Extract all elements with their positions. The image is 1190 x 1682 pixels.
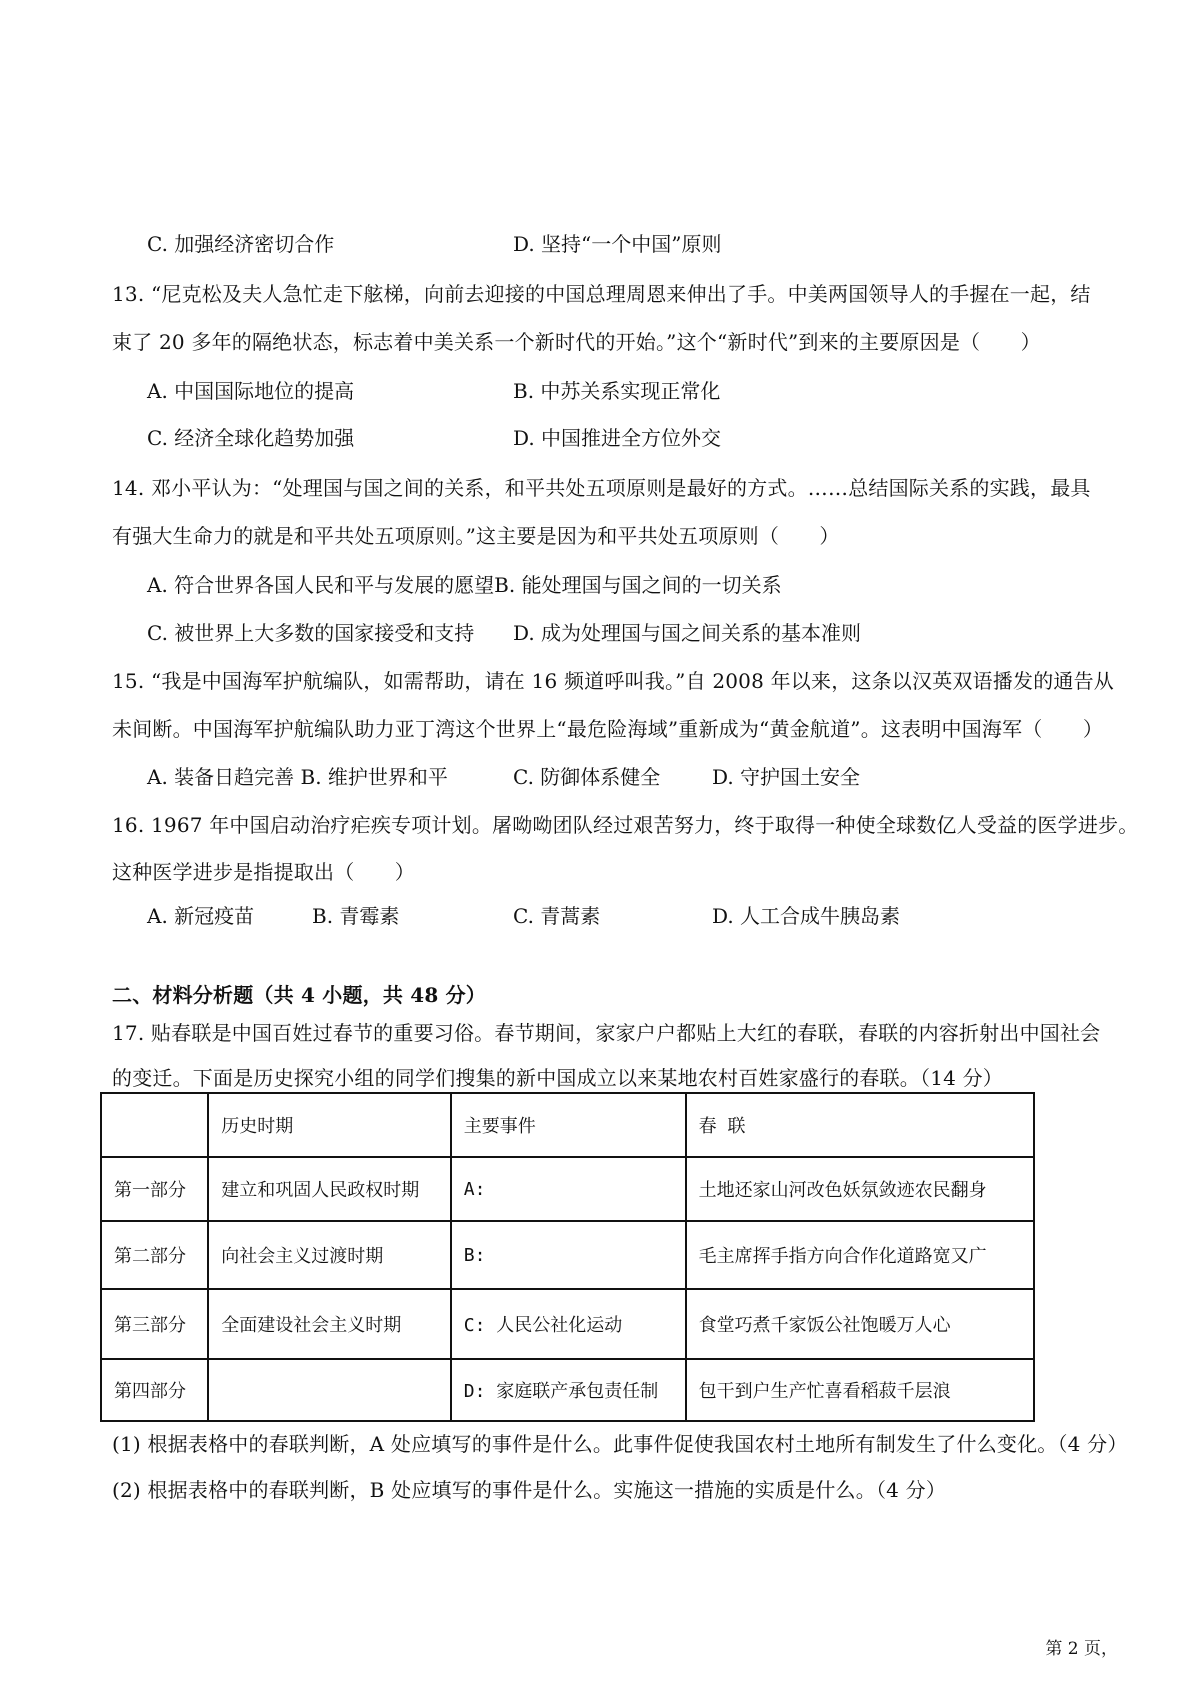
- table-header-cell: 主要事件: [451, 1093, 686, 1157]
- table-cell: B:: [451, 1221, 686, 1289]
- q14-option-ab: A. 符合世界各国人民和平与发展的愿望B. 能处理国与国之间的一切关系: [147, 573, 782, 597]
- table-cell: C: 人民公社化运动: [451, 1289, 686, 1359]
- q16-stem-line1: 16. 1967 年中国启动治疗疟疾专项计划。屠呦呦团队经过艰苦努力，终于取得一种使全球数亿人受益的医学进步。: [112, 813, 1139, 837]
- q17-subquestion-1: (1) 根据表格中的春联判断，A 处应填写的事件是什么。此事件促使我国农村土地所有制发生了什么变化。（4 分）: [112, 1432, 1128, 1456]
- q12-option-c: C. 加强经济密切合作: [147, 232, 335, 256]
- q13-stem-line1: 13. “尼克松及夫人急忙走下舷梯，向前去迎接的中国总理周恩来伸出了手。中美两国领导人的手握在一起，结: [112, 282, 1091, 306]
- q14-option-d: D. 成为处理国与国之间关系的基本准则: [513, 621, 862, 645]
- spring-couplet-table: [100, 1092, 1035, 1422]
- table-cell: 土地还家山河改色妖氛敛迹农民翻身: [686, 1157, 1034, 1221]
- q16-option-c: C. 青蒿素: [513, 904, 601, 928]
- q15-stem-line1: 15. “我是中国海军护航编队，如需帮助，请在 16 频道呼叫我。”自 2008 年以来，这条以汉英双语播发的通告从: [112, 669, 1114, 693]
- q16-option-d: D. 人工合成牛胰岛素: [712, 904, 901, 928]
- table-row: [101, 1289, 1034, 1359]
- table-header-row: [101, 1093, 1034, 1157]
- table-header-cell: 历史时期: [208, 1093, 451, 1157]
- q16-option-a: A. 新冠疫苗: [147, 904, 255, 928]
- table-cell: [208, 1359, 451, 1421]
- q14-option-c: C. 被世界上大多数的国家接受和支持: [147, 621, 475, 645]
- q12-option-d: D. 坚持“一个中国”原则: [513, 232, 722, 256]
- table-cell: 建立和巩固人民政权时期: [208, 1157, 451, 1221]
- table-cell: D: 家庭联产承包责任制: [451, 1359, 686, 1421]
- table-row: [101, 1157, 1034, 1221]
- q15-option-ab: A. 装备日趋完善 B. 维护世界和平: [147, 765, 448, 789]
- table-cell: 包干到户生产忙喜看稻菽千层浪: [686, 1359, 1034, 1421]
- q13-option-a: A. 中国国际地位的提高: [147, 379, 355, 403]
- section-2-title: 二、材料分析题（共 4 小题，共 48 分）: [112, 983, 486, 1007]
- q13-option-b: B. 中苏关系实现正常化: [513, 379, 721, 403]
- q14-stem-line2: 有强大生命力的就是和平共处五项原则。”这主要是因为和平共处五项原则（ ）: [112, 524, 840, 548]
- table-cell: 毛主席挥手指方向合作化道路宽又广: [686, 1221, 1034, 1289]
- table-cell: 向社会主义过渡时期: [208, 1221, 451, 1289]
- q17-subquestion-2: (2) 根据表格中的春联判断，B 处应填写的事件是什么。实施这一措施的实质是什么。（4 分）: [112, 1478, 947, 1502]
- table-row: [101, 1359, 1034, 1421]
- table-cell: 第三部分: [101, 1289, 208, 1359]
- q15-option-d: D. 守护国土安全: [712, 765, 861, 789]
- table-cell: 第二部分: [101, 1221, 208, 1289]
- q13-stem-line2: 束了 20 多年的隔绝状态，标志着中美关系一个新时代的开始。”这个“新时代”到来的主要原因是（ ）: [112, 330, 1041, 354]
- table-cell: 第一部分: [101, 1157, 208, 1221]
- q17-stem-line2: 的变迁。下面是历史探究小组的同学们搜集的新中国成立以来某地农村百姓家盛行的春联。（14 分）: [112, 1066, 1004, 1090]
- table-header-cell: [101, 1093, 208, 1157]
- table-cell: 食堂巧煮千家饭公社饱暖万人心: [686, 1289, 1034, 1359]
- q15-option-c: C. 防御体系健全: [513, 765, 661, 789]
- page-number: 第 2 页，: [1045, 1639, 1118, 1659]
- q14-stem-line1: 14. 邓小平认为：“处理国与国之间的关系，和平共处五项原则是最好的方式。……总结国际关系的实践，最具: [112, 476, 1091, 500]
- table-cell: 第四部分: [101, 1359, 208, 1421]
- q13-option-c: C. 经济全球化趋势加强: [147, 426, 355, 450]
- q17-stem-line1: 17. 贴春联是中国百姓过春节的重要习俗。春节期间，家家户户都贴上大红的春联，春联的内容折射出中国社会: [112, 1021, 1101, 1045]
- q15-stem-line2: 未间断。中国海军护航编队助力亚丁湾这个世界上“最危险海域”重新成为“黄金航道”。这表明中国海军（ ）: [112, 717, 1104, 741]
- q16-stem-line2: 这种医学进步是指提取出（ ）: [112, 860, 415, 884]
- table-cell: 全面建设社会主义时期: [208, 1289, 451, 1359]
- q16-option-b: B. 青霉素: [312, 904, 400, 928]
- q13-option-d: D. 中国推进全方位外交: [513, 426, 722, 450]
- table-row: [101, 1221, 1034, 1289]
- table-cell: A:: [451, 1157, 686, 1221]
- table-header-cell: 春 联: [686, 1093, 1034, 1157]
